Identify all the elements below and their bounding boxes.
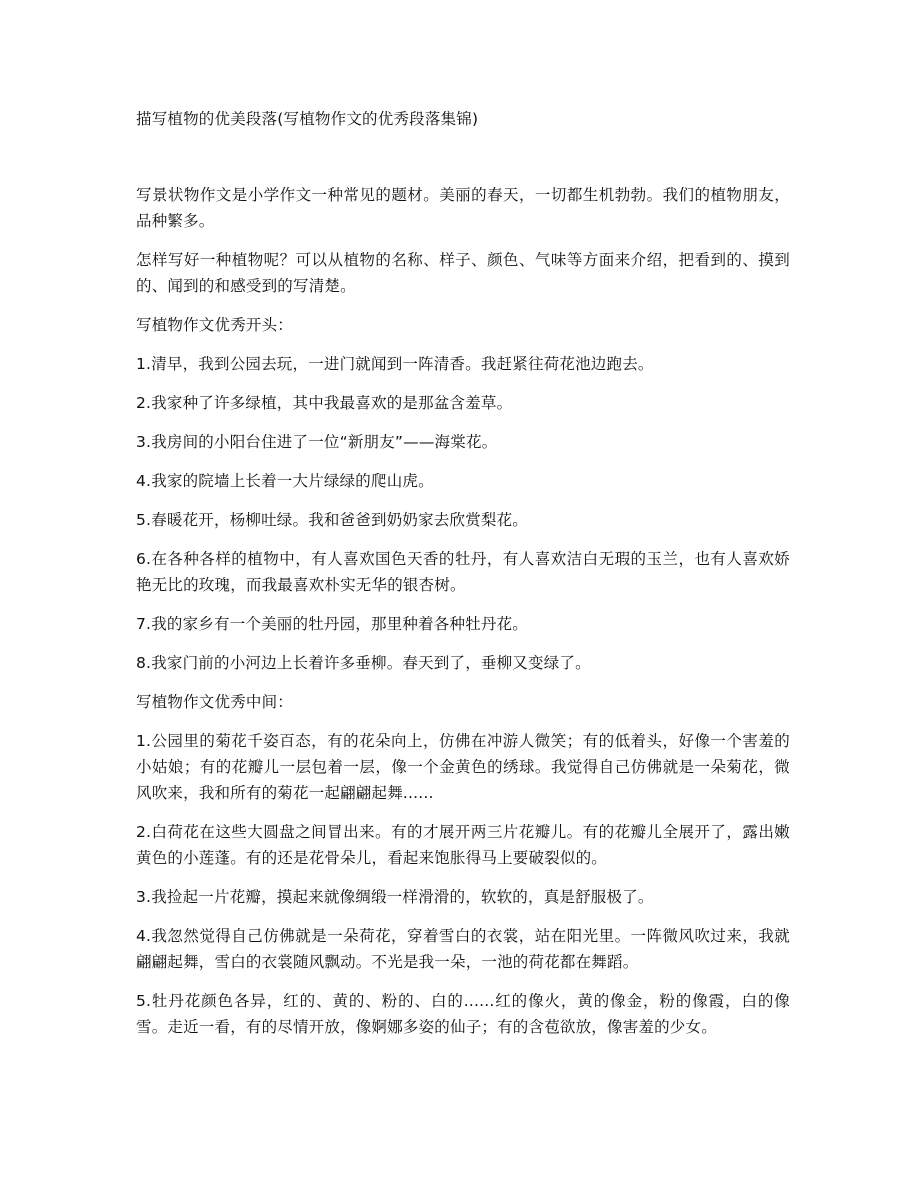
middle-item-1: 1.公园里的菊花千姿百态，有的花朵向上，仿佛在冲游人微笑；有的低着头，好像一个害羞的小姑娘；有的花瓣儿一层包着一层，像一个金黄色的绣球。我觉得自己仿佛就是一朵菊花，微风吹来，我和所有的菊花一起翩翩起舞...... <box>136 732 790 802</box>
opening-item-7: 7.我的家乡有一个美丽的牡丹园，那里种着各种牡丹花。 <box>136 615 528 633</box>
opening-item-2: 2.我家种了许多绿植，其中我最喜欢的是那盆含羞草。 <box>136 394 513 412</box>
middle-item-3: 3.我捡起一片花瓣，摸起来就像绸缎一样滑滑的，软软的，真是舒服极了。 <box>136 888 654 906</box>
opening-item-6: 6.在各种各样的植物中，有人喜欢国色天香的牡丹，有人喜欢洁白无瑕的玉兰，也有人喜欢娇艳无比的玫瑰，而我最喜欢朴实无华的银杏树。 <box>136 550 790 594</box>
opening-item-5: 5.春暖花开，杨柳吐绿。我和爸爸到奶奶家去欣赏梨花。 <box>136 511 528 529</box>
section-heading-middle: 写植物作文优秀中间： <box>136 693 294 711</box>
opening-item-8: 8.我家门前的小河边上长着许多垂柳。春天到了，垂柳又变绿了。 <box>136 654 591 672</box>
middle-item-5: 5.牡丹花颜色各异，红的、黄的、粉的、白的......红的像火，黄的像金，粉的像霞，白的像雪。走近一看，有的尽情开放，像婀娜多姿的仙子；有的含苞欲放，像害羞的少女。 <box>136 992 790 1036</box>
paragraph-intro-2: 怎样写好一种植物呢？可以从植物的名称、样子、颜色、气味等方面来介绍，把看到的、摸到的、闻到的和感受到的写清楚。 <box>136 251 790 295</box>
document-title: 描写植物的优美段落(写植物作文的优秀段落集锦) <box>136 110 479 128</box>
opening-item-3: 3.我房间的小阳台住进了一位“新朋友”——海棠花。 <box>136 433 498 451</box>
opening-item-4: 4.我家的院墙上长着一大片绿绿的爬山虎。 <box>136 472 434 490</box>
opening-item-1: 1.清早，我到公园去玩，一进门就闻到一阵清香。我赶紧往荷花池边跑去。 <box>136 355 654 373</box>
middle-item-2: 2.白荷花在这些大圆盘之间冒出来。有的才展开两三片花瓣儿。有的花瓣儿全展开了，露出嫩黄色的小莲蓬。有的还是花骨朵儿，看起来饱胀得马上要破裂似的。 <box>136 823 790 867</box>
section-heading-opening: 写植物作文优秀开头： <box>136 316 294 334</box>
middle-item-4: 4.我忽然觉得自己仿佛就是一朵荷花，穿着雪白的衣裳，站在阳光里。一阵微风吹过来，我就翩翩起舞，雪白的衣裳随风飘动。不光是我一朵，一池的荷花都在舞蹈。 <box>136 927 790 971</box>
paragraph-intro-1: 写景状物作文是小学作文一种常见的题材。美丽的春天，一切都生机勃勃。我们的植物朋友，品种繁多。 <box>136 186 790 230</box>
